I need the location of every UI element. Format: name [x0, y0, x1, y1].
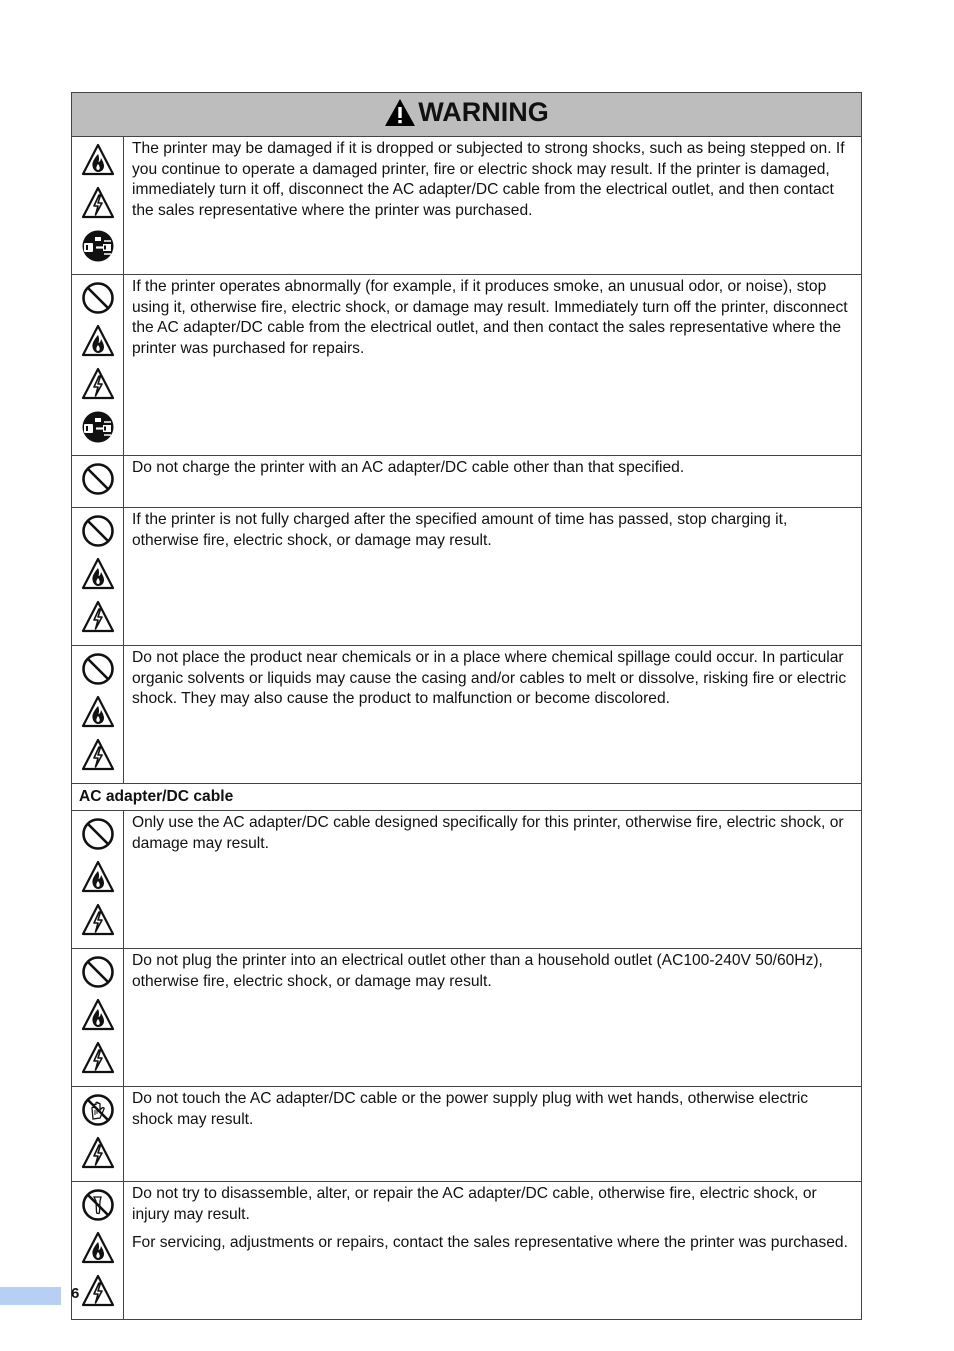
shock-icon — [81, 1136, 115, 1170]
no-disassembly-icon — [81, 1188, 115, 1222]
warning-text: For servicing, adjustments or repairs, contact the sales representative where the printer was purchased. — [132, 1234, 848, 1252]
icon-stack — [72, 456, 123, 507]
icon-stack — [72, 508, 123, 645]
icon-stack — [72, 811, 123, 948]
warning-triangle-icon — [384, 98, 416, 127]
warning-row — [72, 811, 862, 949]
shock-icon — [81, 903, 115, 937]
page-number: 6 — [71, 1285, 80, 1302]
warning-row — [72, 275, 862, 456]
warning-text: Do not plug the printer into an electrical outlet other than a household outlet (AC100-240V 50/60Hz), otherwise fire, electric shock, or damage may result. — [132, 952, 823, 990]
warning-icons-cell — [72, 456, 124, 508]
shock-icon — [81, 738, 115, 772]
prohibited-icon — [81, 281, 115, 315]
warning-header-row — [72, 93, 862, 137]
warning-text: Do not touch the AC adapter/DC cable or the power supply plug with wet hands, otherwise electric shock may result. — [132, 1090, 809, 1128]
prohibited-icon — [81, 817, 115, 851]
icon-stack — [72, 646, 123, 783]
icon-stack — [72, 1182, 123, 1319]
warning-text-cell — [124, 508, 862, 646]
fire-icon — [81, 860, 115, 894]
section-heading: AC adapter/DC cable — [72, 784, 862, 811]
prohibited-icon — [81, 955, 115, 989]
warning-row — [72, 646, 862, 784]
no-wet-hands-icon — [81, 1093, 115, 1127]
warning-title: WARNING — [418, 97, 549, 127]
fire-icon — [81, 695, 115, 729]
warning-text-cell — [124, 1182, 862, 1320]
footer-accent-bar — [0, 1287, 61, 1305]
warning-table-body — [72, 93, 862, 1320]
warning-header — [72, 93, 862, 137]
icon-stack — [72, 1087, 123, 1181]
shock-icon — [81, 1041, 115, 1075]
shock-icon — [81, 1274, 115, 1308]
warning-text: Do not place the product near chemicals or in a place where chemical spillage could occur. In particular organic solvents or liquids may cause the casing and/or cables to melt or dissolve, risking fire or electric shock. They may also cause the product to malfunction or become discolored. — [132, 649, 847, 708]
warning-text: Do not try to disassemble, alter, or repair the AC adapter/DC cable, otherwise fire, electric shock, or injury may result. — [132, 1185, 817, 1223]
shock-icon — [81, 186, 115, 220]
prohibited-icon — [81, 462, 115, 496]
warning-row — [72, 949, 862, 1087]
unplug-icon — [81, 229, 115, 263]
section-row — [72, 784, 862, 811]
warning-text: The printer may be damaged if it is dropped or subjected to strong shocks, such as being stepped on. If you continue to operate a damaged printer, fire or electric shock may result. If the printer is damaged, immediately turn it off, disconnect the AC adapter/DC cable from the electrical outlet, and then contact the sales representative where the printer was purchased. — [132, 140, 845, 219]
prohibited-icon — [81, 514, 115, 548]
warning-text-cell — [124, 646, 862, 784]
warning-icons-cell — [72, 1087, 124, 1182]
warning-text-cell — [124, 137, 862, 275]
warning-text: If the printer operates abnormally (for example, if it produces smoke, an unusual odor, or noise), stop using it, otherwise fire, electric shock, or damage may result. Immediately turn off the printer, disconnect the AC adapter/DC cable from the electrical outlet, and then contact the sales representative where the printer was purchased for repairs. — [132, 278, 848, 357]
warning-heading — [384, 97, 549, 128]
fire-icon — [81, 143, 115, 177]
fire-icon — [81, 998, 115, 1032]
warning-text-cell — [124, 456, 862, 508]
warning-icons-cell — [72, 508, 124, 646]
warning-text: Do not charge the printer with an AC adapter/DC cable other than that specified. — [132, 459, 685, 476]
icon-stack — [72, 949, 123, 1086]
warning-icons-cell — [72, 646, 124, 784]
icon-stack — [72, 137, 123, 274]
warning-icons-cell — [72, 275, 124, 456]
warning-icons-cell — [72, 811, 124, 949]
unplug-icon — [81, 410, 115, 444]
warning-icons-cell — [72, 949, 124, 1087]
fire-icon — [81, 1231, 115, 1265]
shock-icon — [81, 367, 115, 401]
prohibited-icon — [81, 652, 115, 686]
shock-icon — [81, 600, 115, 634]
warning-row — [72, 137, 862, 275]
warning-row — [72, 1182, 862, 1320]
warning-text: Only use the AC adapter/DC cable designed specifically for this printer, otherwise fire, electric shock, or damage may result. — [132, 814, 844, 852]
warning-text: If the printer is not fully charged after the specified amount of time has passed, stop charging it, otherwise fire, electric shock, or damage may result. — [132, 511, 788, 549]
warning-text-cell — [124, 275, 862, 456]
warning-icons-cell — [72, 137, 124, 275]
fire-icon — [81, 324, 115, 358]
warning-text-cell — [124, 949, 862, 1087]
icon-stack — [72, 275, 123, 455]
warning-row — [72, 1087, 862, 1182]
warning-row — [72, 456, 862, 508]
warning-text-cell — [124, 1087, 862, 1182]
warning-table — [71, 92, 862, 1320]
warning-text-cell — [124, 811, 862, 949]
fire-icon — [81, 557, 115, 591]
warning-row — [72, 508, 862, 646]
